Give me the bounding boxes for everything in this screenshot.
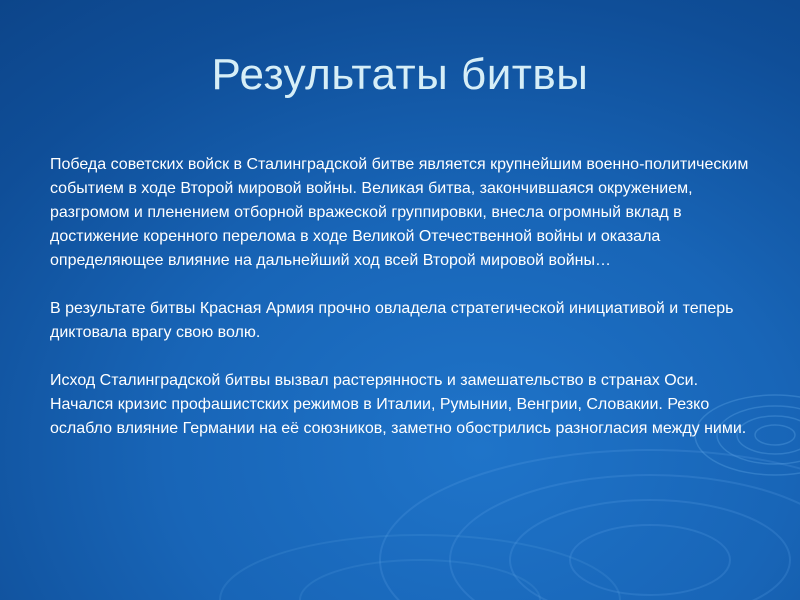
slide-body bbox=[50, 153, 750, 465]
paragraph-initiative: В результате битвы Красная Армия прочно овладела стратегической инициативой и теперь диктовала врагу свою волю. bbox=[50, 300, 734, 341]
paragraph-victory: Победа советских войск в Сталинградской битве является крупнейшим военно-политическим событием в ходе Второй мировой войны. Великая битва, закончившаяся окружением, разгромом и пленением отборной вражеской группировки, внесла огромный вклад в достижение коренного перелома в ходе Великой Отечественной войны и оказала определяющее влияние на дальнейший ход всей Второй мировой войны… bbox=[50, 156, 749, 269]
paragraph-axis-crisis: Исход Сталинградской битвы вызвал растерянность и замешательство в странах Оси. Начался кризис профашистских режимов в Италии, Румынии, Венгрии, Словакии. Резко ослабло влияние Германии на её союзников, заметно обострились разногласия между ними. bbox=[50, 372, 747, 437]
slide-title: Результаты битвы bbox=[211, 50, 589, 99]
